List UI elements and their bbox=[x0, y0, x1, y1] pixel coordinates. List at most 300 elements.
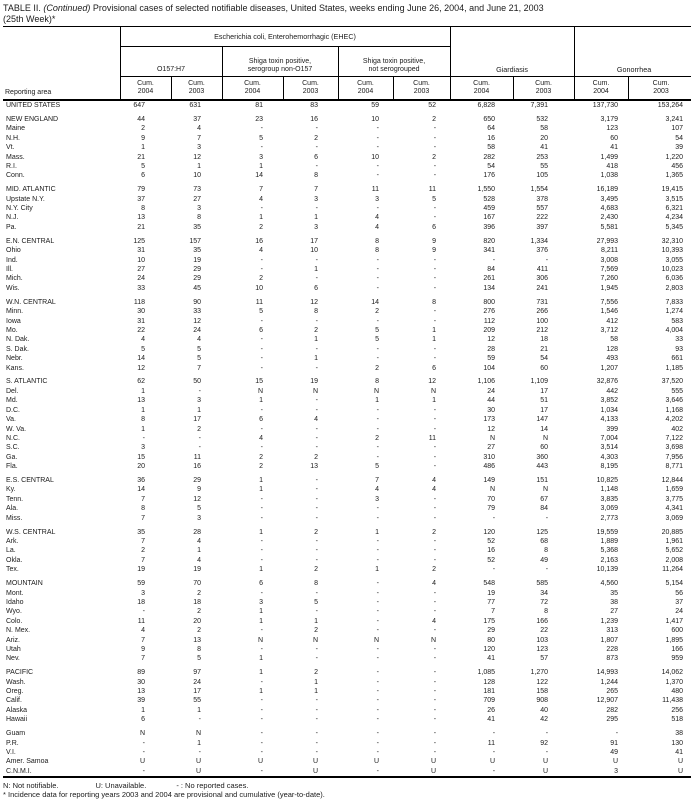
shiga-not-serogrouped-column-header: Shiga toxin positive, not serogrouped bbox=[338, 47, 450, 77]
table-section bbox=[3, 725, 691, 778]
value-cell: - bbox=[260, 739, 263, 747]
value-cell: 1 bbox=[314, 617, 318, 625]
value-cell: 5 bbox=[375, 463, 379, 471]
value-cell: 3 bbox=[259, 153, 263, 161]
value-cell: 10 bbox=[193, 172, 201, 180]
value-cell: - bbox=[376, 444, 379, 452]
value-cell: - bbox=[376, 317, 379, 325]
value-cell: N bbox=[195, 730, 201, 738]
value-cell: N bbox=[430, 636, 437, 644]
value-cell: 6 bbox=[432, 223, 437, 231]
value-cell: 4 bbox=[259, 247, 263, 255]
value-cell: 3,241 bbox=[665, 115, 684, 123]
value-cell: - bbox=[376, 589, 379, 597]
cum-year-header-2004: Cum. 2004 bbox=[574, 77, 628, 101]
value-cell: 37 bbox=[675, 598, 684, 606]
value-cell: 3 bbox=[314, 195, 318, 203]
reporting-area-cell: N.J. bbox=[6, 214, 19, 222]
value-cell: - bbox=[492, 767, 496, 775]
table-row bbox=[3, 100, 691, 110]
value-cell: 1,270 bbox=[530, 669, 549, 677]
value-cell: 19,559 bbox=[596, 528, 619, 536]
value-cell: - bbox=[433, 172, 437, 180]
value-cell: 54 bbox=[675, 134, 684, 142]
value-cell: 412 bbox=[606, 317, 619, 325]
value-cell: 1,370 bbox=[665, 678, 684, 686]
reporting-area-cell: Mont. bbox=[6, 589, 24, 597]
value-cell: 4,560 bbox=[600, 580, 619, 588]
value-cell: 59 bbox=[487, 355, 496, 363]
value-cell: 411 bbox=[536, 266, 549, 273]
value-cell: 158 bbox=[536, 688, 549, 696]
value-cell: - bbox=[260, 749, 263, 756]
value-cell: 583 bbox=[671, 317, 684, 325]
value-cell: - bbox=[433, 256, 437, 264]
value-cell: - bbox=[315, 434, 318, 442]
reporting-area-cell: Wis. bbox=[6, 284, 20, 292]
reporting-area-cell: Nev. bbox=[6, 655, 20, 663]
value-cell: 1,109 bbox=[530, 378, 549, 386]
value-cell: - bbox=[376, 284, 379, 292]
reporting-area-cell: Conn. bbox=[6, 172, 25, 180]
table-row bbox=[3, 326, 691, 335]
value-cell: - bbox=[315, 655, 318, 663]
value-cell: 19 bbox=[193, 256, 201, 264]
value-cell: - bbox=[433, 537, 437, 545]
value-cell: 41 bbox=[675, 749, 684, 756]
reporting-area-cell: R.I. bbox=[6, 162, 17, 170]
value-cell: 3,515 bbox=[665, 195, 684, 203]
reporting-area-cell: Md. bbox=[6, 397, 18, 405]
value-cell: 6 bbox=[259, 416, 263, 424]
value-cell: - bbox=[433, 266, 437, 273]
reporting-area-cell: MOUNTAIN bbox=[6, 580, 43, 588]
footnote-asterisk: * Incidence data for reporting years 2003 and 2004 are provisional and cumulative (year-to-date). bbox=[3, 790, 325, 800]
value-cell: 60 bbox=[610, 134, 619, 142]
reporting-area-cell: P.R. bbox=[6, 739, 19, 747]
value-cell: 209 bbox=[483, 326, 496, 334]
value-cell: 1,334 bbox=[530, 237, 549, 245]
value-cell: 68 bbox=[540, 537, 549, 545]
table-section bbox=[3, 293, 691, 373]
value-cell: 28 bbox=[193, 528, 201, 536]
value-cell: 228 bbox=[606, 645, 619, 653]
value-cell: 22 bbox=[540, 627, 549, 635]
value-cell: 9 bbox=[432, 237, 437, 245]
value-cell: - bbox=[260, 355, 263, 363]
value-cell: 31 bbox=[137, 317, 145, 325]
reporting-area-cell: N.H. bbox=[6, 134, 20, 142]
value-cell: 18 bbox=[137, 598, 145, 606]
shiga-serogroup-non-o157-column-header: Shiga toxin positive, serogroup non-O157 bbox=[222, 47, 338, 77]
value-cell: - bbox=[142, 434, 145, 442]
value-cell: 1,945 bbox=[600, 284, 619, 292]
value-cell: - bbox=[376, 580, 379, 588]
value-cell: - bbox=[433, 688, 437, 696]
value-cell: 41 bbox=[487, 655, 496, 663]
value-cell: U bbox=[373, 758, 379, 766]
value-cell: N bbox=[257, 387, 263, 395]
value-cell: U bbox=[542, 758, 549, 766]
value-cell: 3 bbox=[197, 144, 201, 152]
reporting-area-cell: Calif. bbox=[6, 697, 22, 705]
value-cell: - bbox=[492, 749, 496, 756]
value-cell: - bbox=[433, 598, 437, 606]
value-cell: U bbox=[430, 767, 437, 775]
value-cell: 4 bbox=[197, 556, 201, 564]
reporting-area-cell: N. Mex. bbox=[6, 627, 31, 635]
value-cell: 4 bbox=[432, 477, 437, 485]
value-cell: 20 bbox=[137, 463, 145, 471]
value-cell: 5 bbox=[197, 345, 201, 353]
value-cell: 3 bbox=[197, 205, 201, 213]
reporting-area-cell: Tenn. bbox=[6, 495, 24, 503]
value-cell: 1,034 bbox=[600, 406, 619, 414]
value-cell: N bbox=[542, 434, 549, 442]
value-cell: - bbox=[433, 425, 437, 433]
table-row bbox=[3, 354, 691, 363]
table-title-line2: (25th Week)* bbox=[3, 13, 56, 24]
value-cell: - bbox=[376, 749, 379, 756]
cum-year-header-2004: Cum. 2004 bbox=[338, 77, 393, 101]
value-cell: 10,023 bbox=[661, 266, 684, 273]
value-cell: U bbox=[430, 758, 437, 766]
value-cell: 5,652 bbox=[665, 547, 684, 555]
value-cell: 120 bbox=[483, 645, 496, 653]
value-cell: 77 bbox=[487, 598, 496, 606]
value-cell: 3,646 bbox=[665, 397, 684, 405]
value-cell: 3,835 bbox=[600, 495, 619, 503]
value-cell: 256 bbox=[671, 706, 684, 714]
value-cell: 30 bbox=[487, 406, 496, 414]
value-cell: 24 bbox=[675, 608, 684, 616]
value-cell: - bbox=[315, 645, 318, 653]
value-cell: - bbox=[260, 589, 263, 597]
value-cell: - bbox=[315, 556, 318, 564]
value-cell: 548 bbox=[483, 580, 496, 588]
table-row bbox=[3, 537, 691, 546]
table-row bbox=[3, 565, 691, 574]
value-cell: U bbox=[312, 758, 318, 766]
value-cell: 1,550 bbox=[477, 186, 496, 194]
value-cell: N bbox=[489, 434, 496, 442]
table-section bbox=[3, 472, 691, 524]
value-cell: 2 bbox=[432, 115, 437, 123]
value-cell: 16 bbox=[310, 115, 318, 123]
reporting-area-cell: D.C. bbox=[6, 406, 20, 414]
value-cell: 442 bbox=[606, 387, 619, 395]
value-cell: 56 bbox=[675, 589, 684, 597]
value-cell: 555 bbox=[671, 387, 684, 395]
value-cell: 295 bbox=[606, 716, 619, 724]
value-cell: 5 bbox=[375, 326, 379, 334]
table-row bbox=[3, 696, 691, 705]
value-cell: 29 bbox=[487, 627, 496, 635]
value-cell: 532 bbox=[536, 115, 549, 123]
value-cell: - bbox=[433, 706, 437, 714]
table-row bbox=[3, 232, 691, 246]
table-row bbox=[3, 213, 691, 222]
value-cell: 15 bbox=[255, 378, 263, 386]
value-cell: - bbox=[315, 486, 318, 494]
value-cell: 49 bbox=[540, 556, 549, 564]
value-cell: - bbox=[315, 608, 318, 616]
value-cell: 15 bbox=[137, 453, 145, 461]
value-cell: 51 bbox=[540, 397, 549, 405]
value-cell: 1,546 bbox=[600, 308, 619, 316]
value-cell: 5,154 bbox=[665, 580, 684, 588]
table-row bbox=[3, 767, 691, 777]
value-cell: 402 bbox=[671, 425, 684, 433]
table-row bbox=[3, 725, 691, 739]
value-cell: - bbox=[433, 308, 437, 316]
value-cell: 118 bbox=[133, 298, 145, 306]
value-cell: 70 bbox=[487, 495, 496, 503]
value-cell: 418 bbox=[606, 162, 619, 170]
reporting-area-cell: Va. bbox=[6, 416, 16, 424]
value-cell: 14 bbox=[540, 425, 549, 433]
value-cell: 8 bbox=[197, 214, 201, 222]
table-row bbox=[3, 307, 691, 316]
value-cell: - bbox=[376, 205, 379, 213]
value-cell: 800 bbox=[483, 298, 496, 306]
value-cell: - bbox=[433, 144, 437, 152]
value-cell: 35 bbox=[193, 223, 201, 231]
value-cell: 1 bbox=[259, 688, 263, 696]
value-cell: - bbox=[433, 645, 437, 653]
value-cell: 64 bbox=[487, 125, 496, 133]
value-cell: 35 bbox=[193, 247, 201, 255]
value-cell: U bbox=[195, 758, 201, 766]
cum-year-header-2003: Cum. 2003 bbox=[513, 77, 574, 101]
value-cell: 360 bbox=[536, 453, 549, 461]
value-cell: 21 bbox=[137, 223, 145, 231]
value-cell: 1 bbox=[141, 425, 145, 433]
value-cell: N bbox=[257, 636, 263, 644]
value-cell: 73 bbox=[193, 186, 201, 194]
value-cell: 166 bbox=[671, 645, 684, 653]
value-cell: 10,825 bbox=[596, 477, 619, 485]
value-cell: - bbox=[376, 355, 379, 363]
value-cell: 40 bbox=[540, 706, 549, 714]
value-cell: - bbox=[433, 655, 437, 663]
value-cell: 83 bbox=[310, 102, 318, 109]
value-cell: 2,773 bbox=[600, 514, 619, 522]
value-cell: 1 bbox=[375, 397, 379, 405]
value-cell: 112 bbox=[483, 317, 496, 325]
value-cell: 11 bbox=[137, 617, 145, 625]
value-cell: 59 bbox=[137, 580, 145, 588]
value-cell: 7,569 bbox=[600, 266, 619, 273]
value-cell: 1,207 bbox=[600, 364, 619, 372]
value-cell: - bbox=[315, 716, 318, 724]
value-cell: 6 bbox=[432, 364, 437, 372]
table-row bbox=[3, 757, 691, 766]
table-title bbox=[3, 3, 689, 24]
value-cell: 8 bbox=[314, 172, 318, 180]
value-cell: 1 bbox=[314, 355, 318, 363]
value-cell: 8 bbox=[544, 547, 549, 555]
value-cell: - bbox=[376, 453, 379, 461]
reporting-area-cell: La. bbox=[6, 547, 16, 555]
value-cell: - bbox=[433, 589, 437, 597]
value-cell: 959 bbox=[671, 655, 684, 663]
table-row bbox=[3, 274, 691, 283]
value-cell: 480 bbox=[671, 688, 684, 696]
giardiasis-column-header: Giardiasis bbox=[450, 27, 574, 77]
value-cell: 5 bbox=[259, 308, 263, 316]
value-cell: 1,185 bbox=[665, 364, 684, 372]
value-cell: 4 bbox=[197, 336, 201, 344]
value-cell: 3,495 bbox=[600, 195, 619, 203]
table-row bbox=[3, 110, 691, 124]
value-cell: 486 bbox=[483, 463, 496, 471]
cum-year-header-2004: Cum. 2004 bbox=[450, 77, 513, 101]
value-cell: - bbox=[315, 589, 318, 597]
value-cell: 27 bbox=[193, 195, 201, 203]
value-cell: - bbox=[433, 275, 437, 283]
value-cell: - bbox=[433, 749, 437, 756]
table-row bbox=[3, 523, 691, 537]
value-cell: - bbox=[376, 697, 379, 705]
value-cell: - bbox=[433, 495, 437, 503]
value-cell: 79 bbox=[137, 186, 145, 194]
value-cell: 38 bbox=[610, 598, 619, 606]
value-cell: 149 bbox=[483, 477, 496, 485]
table-row bbox=[3, 425, 691, 434]
table-row bbox=[3, 162, 691, 171]
value-cell: 456 bbox=[671, 162, 684, 170]
value-cell: 58 bbox=[540, 125, 549, 133]
reporting-area-cell: N.C. bbox=[6, 434, 20, 442]
table-row bbox=[3, 687, 691, 696]
value-cell: 6 bbox=[141, 172, 145, 180]
table-row bbox=[3, 265, 691, 274]
value-cell: 10 bbox=[310, 247, 318, 255]
value-cell: - bbox=[376, 345, 379, 353]
value-cell: N bbox=[489, 486, 496, 494]
value-cell: - bbox=[315, 537, 318, 545]
value-cell: - bbox=[433, 463, 437, 471]
value-cell: 33 bbox=[137, 284, 145, 292]
value-cell: 1 bbox=[197, 162, 201, 170]
value-cell: 1 bbox=[141, 387, 145, 395]
value-cell: U bbox=[612, 758, 619, 766]
value-cell: 8,771 bbox=[665, 463, 684, 471]
value-cell: 45 bbox=[193, 284, 201, 292]
table-section bbox=[3, 100, 691, 110]
value-cell: 27 bbox=[610, 608, 619, 616]
value-cell: 10 bbox=[137, 256, 145, 264]
value-cell: 37 bbox=[193, 115, 201, 123]
value-cell: 93 bbox=[675, 345, 684, 353]
value-cell: - bbox=[433, 547, 437, 555]
value-cell: 12 bbox=[487, 425, 496, 433]
value-cell: 16,189 bbox=[596, 186, 619, 194]
value-cell: 1,085 bbox=[477, 669, 496, 677]
value-cell: - bbox=[315, 144, 318, 152]
reporting-area-cell: Miss. bbox=[6, 514, 23, 522]
value-cell: 378 bbox=[536, 195, 549, 203]
table-row bbox=[3, 124, 691, 133]
value-cell: 7 bbox=[375, 477, 379, 485]
value-cell: 54 bbox=[487, 162, 496, 170]
value-cell: 19 bbox=[310, 378, 318, 386]
value-cell: 3 bbox=[197, 397, 201, 405]
value-cell: 3,712 bbox=[600, 326, 619, 334]
value-cell: 12 bbox=[310, 298, 318, 306]
value-cell: 24 bbox=[137, 275, 145, 283]
value-cell: 1 bbox=[141, 406, 145, 414]
value-cell: 3 bbox=[141, 444, 145, 452]
table-row bbox=[3, 134, 691, 143]
table-row bbox=[3, 387, 691, 396]
value-cell: - bbox=[260, 767, 263, 775]
value-cell: 41 bbox=[540, 144, 549, 152]
value-cell: 1 bbox=[259, 528, 263, 536]
value-cell: 29 bbox=[193, 275, 201, 283]
value-cell: 52 bbox=[487, 537, 496, 545]
value-cell: 282 bbox=[606, 706, 619, 714]
reporting-area-cell: Maine bbox=[6, 125, 26, 133]
value-cell: 2 bbox=[197, 589, 201, 597]
value-cell: 24 bbox=[193, 326, 201, 334]
value-cell: 3 bbox=[375, 195, 379, 203]
value-cell: - bbox=[433, 608, 437, 616]
value-cell: 14,062 bbox=[661, 669, 684, 677]
value-cell: 1 bbox=[259, 162, 263, 170]
value-cell: 6 bbox=[314, 153, 318, 161]
value-cell: 7 bbox=[491, 608, 496, 616]
value-cell: 120 bbox=[483, 528, 496, 536]
value-cell: 1,148 bbox=[600, 486, 619, 494]
reporting-area-cell: Okla. bbox=[6, 556, 23, 564]
value-cell: 5 bbox=[141, 162, 145, 170]
value-cell: 27 bbox=[137, 266, 145, 273]
value-cell: - bbox=[376, 716, 379, 724]
table-row bbox=[3, 373, 691, 387]
value-cell: 11 bbox=[428, 186, 437, 194]
value-cell: 6 bbox=[314, 284, 318, 292]
value-cell: 33 bbox=[675, 336, 684, 344]
value-cell: 7 bbox=[197, 134, 201, 142]
value-cell: 80 bbox=[487, 636, 496, 644]
value-cell: 399 bbox=[606, 425, 619, 433]
value-cell: 212 bbox=[536, 326, 549, 334]
value-cell: 44 bbox=[487, 397, 496, 405]
value-cell: 5 bbox=[197, 655, 201, 663]
value-cell: 41 bbox=[610, 144, 619, 152]
value-cell: 12,844 bbox=[661, 477, 684, 485]
value-cell: 7 bbox=[141, 636, 145, 644]
value-cell: 54 bbox=[540, 355, 549, 363]
value-cell: 1 bbox=[259, 486, 263, 494]
value-cell: 58 bbox=[610, 336, 619, 344]
value-cell: 5,345 bbox=[665, 223, 684, 231]
value-cell: 5 bbox=[197, 355, 201, 363]
value-cell: 282 bbox=[483, 153, 496, 161]
value-cell: 125 bbox=[536, 528, 549, 536]
value-cell: 27,993 bbox=[596, 237, 619, 245]
value-cell: - bbox=[433, 355, 437, 363]
value-cell: 104 bbox=[483, 364, 496, 372]
value-cell: 2 bbox=[197, 425, 201, 433]
value-cell: - bbox=[433, 345, 437, 353]
value-cell: 8 bbox=[141, 505, 145, 513]
value-cell: 1,554 bbox=[530, 186, 549, 194]
value-cell: 37,520 bbox=[661, 378, 684, 386]
reporting-area-cell: W.N. CENTRAL bbox=[6, 298, 56, 306]
